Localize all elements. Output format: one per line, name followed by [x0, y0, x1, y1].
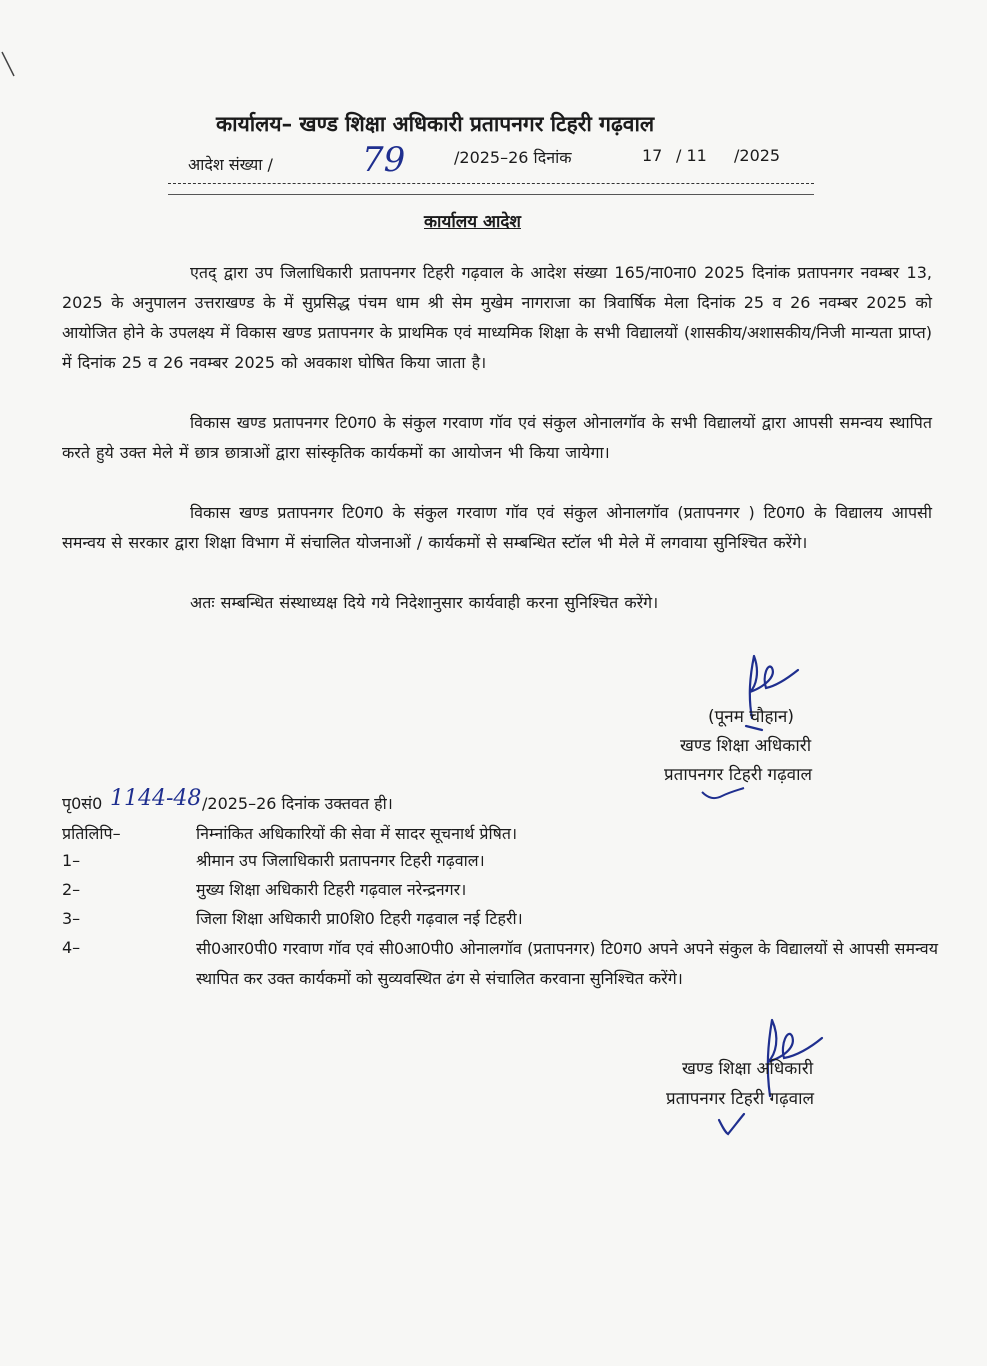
order-number-label: आदेश संख्या /: [188, 155, 273, 174]
copy-intro: निम्नांकित अधिकारियों की सेवा में सादर सूचनार्थ प्रेषित।: [196, 824, 518, 843]
header-divider-2: [168, 194, 814, 195]
order-date-year: /2025: [734, 146, 781, 165]
signatory-designation: खण्ड शिक्षा अधिकारी: [680, 736, 812, 756]
recipient-number: 3–: [62, 909, 81, 928]
recipient-text: जिला शिक्षा अधिकारी प्रा0शि0 टिहरी गढ़वाल नई टिहरी।: [196, 909, 523, 928]
office-title: कार्यालय– खण्ड शिक्षा अधिकारी प्रतापनगर टिहरी गढ़वाल: [216, 112, 655, 136]
initial-mark-1: [700, 784, 746, 804]
tick-mark: [716, 1112, 746, 1138]
recipient-number: 4–: [62, 938, 81, 957]
copy-label: प्रतिलिपि–: [62, 824, 121, 843]
corner-pen-stroke: [0, 50, 20, 80]
header-divider: [168, 183, 814, 184]
body-paragraph-4: अतः सम्बन्धित संस्थाध्यक्ष दिये गये निदेशानुसार कार्यवाही करना सुनिश्चित करेंगे।: [190, 593, 659, 612]
recipient-number: 2–: [62, 880, 81, 899]
signatory-name: (पूनम चौहान): [708, 707, 794, 727]
order-number-handwritten: 79: [362, 140, 406, 180]
footer-designation: खण्ड शिक्षा अधिकारी: [682, 1059, 814, 1079]
subject-heading: कार्यालय आदेश: [424, 212, 521, 232]
endorsement-suffix: /2025–26 दिनांक उक्तवत ही।: [202, 794, 393, 813]
footer-office: प्रतापनगर टिहरी गढ़वाल: [666, 1089, 815, 1109]
order-date-day: 17: [642, 146, 663, 165]
body-paragraph-1: एतद् द्वारा उप जिलाधिकारी प्रतापनगर टिहरी गढ़वाल के आदेश संख्या 165/ना0ना0 2025 दिनांक प्रतापनगर नवम्बर 13, 2025 के अनुपालन उत्तराखण्ड के में सुप्रसिद्ध पंचम धाम श्री सेम मुखेम नागराजा का त्रिवार्षिक मेला दिनांक 25 व 26 नवम्बर 2025 को आयोजित होने के उपलक्ष्य में विकास खण्ड प्रतापनगर के प्राथमिक एवं माध्यमिक शिक्षा के सभी विद्यालयों (शासकीय/अशासकीय/निजी मान्यता प्राप्त) में दिनांक 25 व 26 नवम्बर 2025 को अवकाश घोषित किया जाता है।: [62, 263, 932, 372]
order-year-date-label: /2025–26 दिनांक: [454, 148, 572, 167]
body-paragraph-3: विकास खण्ड प्रतापनगर टि0ग0 के संकुल गरवाण गॉव एवं संकुल ओनालगॉव (प्रतापनगर ) टि0ग0 के विद्यालय आपसी समन्वय से सरकार द्वारा शिक्षा विभाग में संचालित योजनाओं / कार्यकमों से सम्बन्धित स्टॉल भी मेले में लगवाया सुनिश्चित करेंगे।: [62, 503, 932, 552]
recipient-text: मुख्य शिक्षा अधिकारी टिहरी गढ़वाल नरेन्द्रनगर।: [196, 880, 467, 899]
body-paragraph-2: विकास खण्ड प्रतापनगर टि0ग0 के संकुल गरवाण गॉव एवं संकुल ओनालगॉव के सभी विद्यालयों द्वारा आपसी समन्वय स्थापित करते हुये उक्त मेले में छात्र छात्राओं द्वारा सांस्कृतिक कार्यकमों का आयोजन भी किया जायेगा।: [62, 413, 932, 462]
endorsement-prefix: पृ0सं0: [62, 794, 103, 813]
endorsement-number-handwritten: 1144-48: [110, 786, 202, 811]
order-date-month: / 11: [676, 146, 707, 165]
recipient-text: सी0आर0पी0 गरवाण गॉव एवं सी0आ0पी0 ओनालगॉव (प्रतापनगर) टि0ग0 अपने अपने संकुल के विद्यालयों से आपसी समन्वय स्थापित कर उक्त कार्यकमों को सुव्यवस्थित ढंग से संचालित करवाना सुनिश्चित करेंगे।: [196, 939, 938, 988]
recipient-number: 1–: [62, 851, 81, 870]
signatory-office: प्रतापनगर टिहरी गढ़वाल: [664, 765, 813, 785]
recipient-text: श्रीमान उप जिलाधिकारी प्रतापनगर टिहरी गढ़वाल।: [196, 851, 485, 870]
